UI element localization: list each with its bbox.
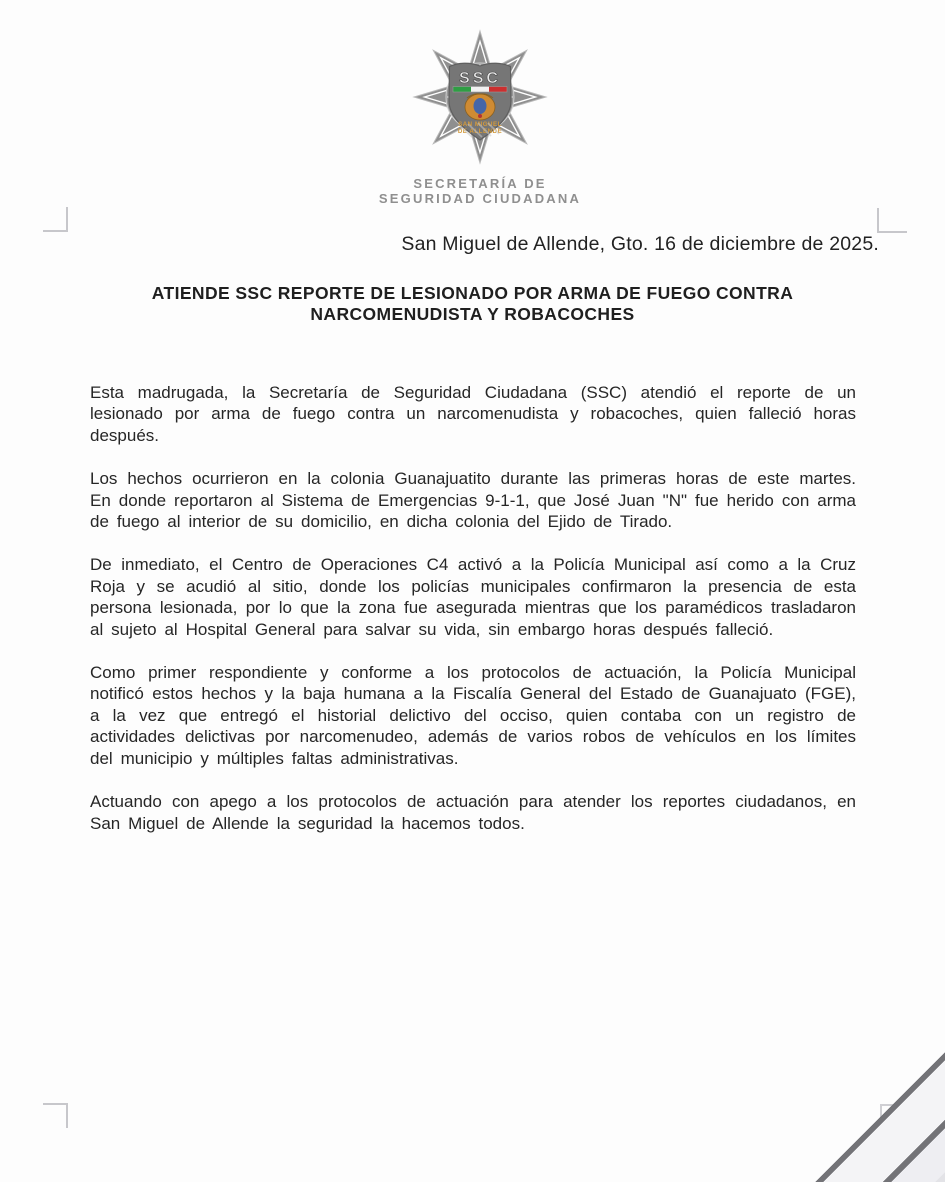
crop-mark-top-right [877, 208, 907, 233]
page-fold-decoration [745, 972, 945, 1182]
crop-mark-top-left [43, 207, 68, 232]
paragraph-1: Esta madrugada, la Secretaría de Seguridad Ciudadana (SSC) atendió el reporte de un lesionado por arma de fuego contra un narcomenudista y robacoches, quien falleció horas después. [90, 383, 856, 445]
paragraph-3: De inmediato, el Centro de Operaciones C4 activó a la Policía Municipal así como a la Cruz Roja y se acudió al sitio, donde los policías municipales confirmaron la presencia de esta persona lesionada, por lo que la zona fue asegurada mientras que los paramédicos trasladaron al sujeto al Hospital General para salvar su vida, sin embargo horas después falleció. [90, 555, 856, 639]
crop-mark-bottom-left [43, 1103, 68, 1128]
paragraph-4: Como primer respondiente y conforme a los protocolos de actuación, la Policía Municipal notificó estos hechos y la baja humana a la Fiscalía General del Estado de Guanajuato (FGE), a la vez que entregó el historial delictivo del occiso, quien contaba con un registro de actividades delictivas por narcomenudeo, además de varios robos de vehículos en los límites del municipio y múltiples faltas administrativas. [90, 663, 856, 768]
press-release-title [0, 283, 945, 325]
badge-acronym-text: SSC [459, 70, 501, 87]
title-line-2: NARCOMENUDISTA Y ROBACOCHES [310, 304, 635, 324]
police-star-badge-icon [400, 14, 560, 176]
crop-mark-bottom-right [880, 1104, 903, 1124]
ssc-badge-logo [400, 14, 560, 176]
coat-of-arms-icon [465, 94, 495, 120]
flag-stripe-icon [453, 87, 507, 93]
title-line-1: ATIENDE SSC REPORTE DE LESIONADO POR ARMA DE FUEGO CONTRA [151, 283, 794, 303]
badge-city-line2: DE ALLENDE [457, 128, 503, 135]
dateline: San Miguel de Allende, Gto. 16 de diciembre de 2025. [401, 233, 879, 255]
org-name-line1: SECRETARÍA DE [413, 176, 547, 191]
org-name-line2: SEGURIDAD CIUDADANA [378, 191, 582, 206]
badge-city-line1: SAN MIGUEL [458, 121, 502, 128]
paragraph-2: Los hechos ocurrieron en la colonia Guanajuatito durante las primeras horas de este martes. En donde reportaron al Sistema de Emergencias 9-1-1, que José Juan "N" fue herido con arma de fuego al interior de su domicilio, en dicha colonia del Ejido de Tirado. [90, 469, 856, 532]
paragraph-5: Actuando con apego a los protocolos de actuación para atender los reportes ciudadanos, en San Miguel de Allende la seguridad la hacemos todos. [90, 792, 856, 833]
press-release-body [90, 382, 856, 856]
